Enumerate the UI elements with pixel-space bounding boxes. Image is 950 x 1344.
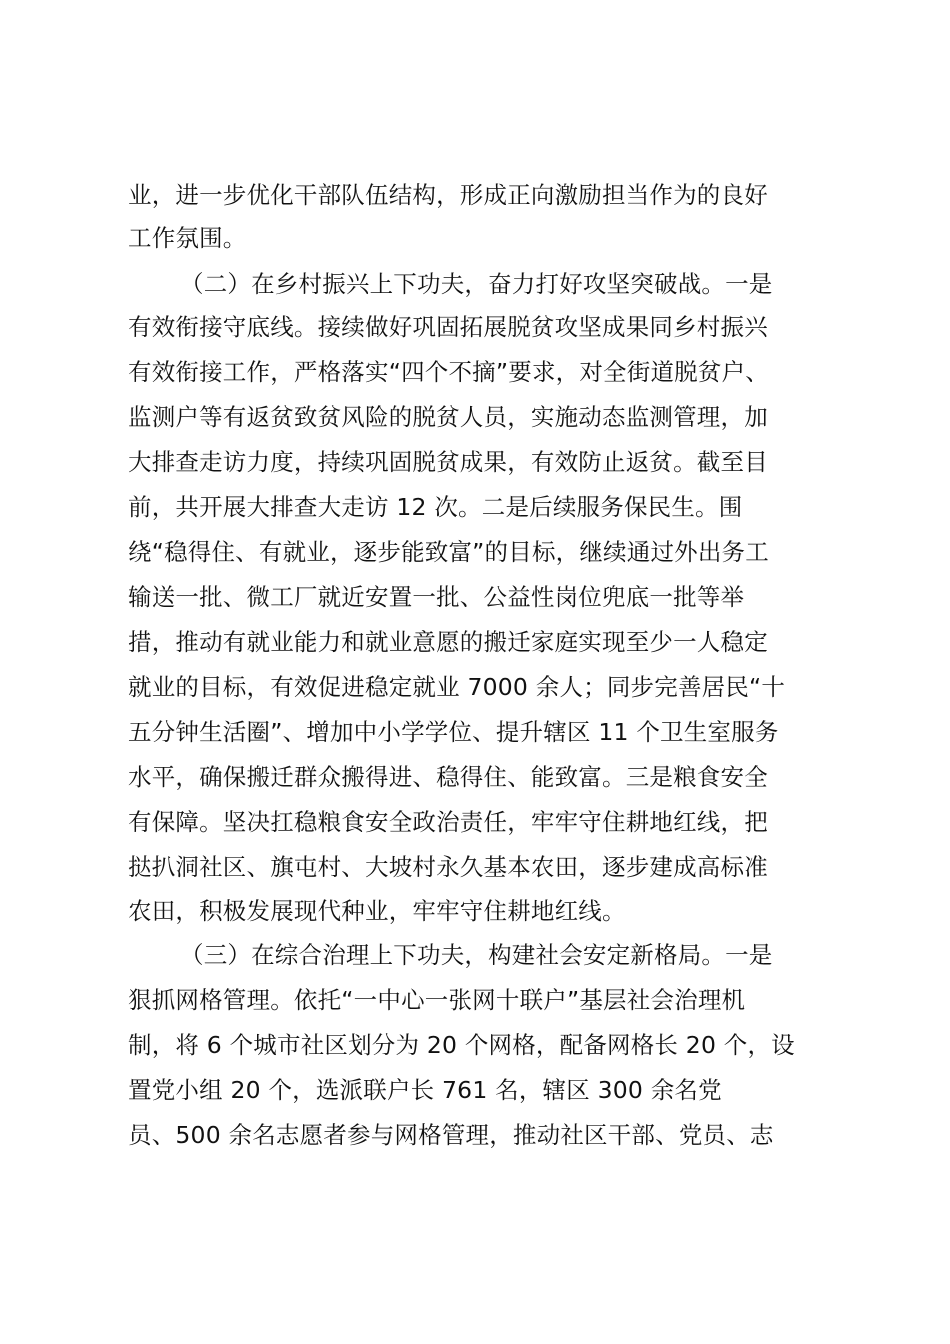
section-heading-3: （三）在综合治理上下功夫，构建社会安定新格局。一是: [180, 941, 773, 969]
text-line: 就业的目标，有效促进稳定就业 7000 余人；同步完善居民“十: [128, 673, 786, 701]
text-line: 大排查走访力度，持续巩固脱贫成果，有效防止返贫。截至目: [128, 448, 768, 476]
text-line: 挞扒洞社区、旗屯村、大坡村永久基本农田，逐步建成高标准: [128, 853, 768, 881]
text-line: 监测户等有返贫致贫风险的脱贫人员，实施动态监测管理，加: [128, 403, 768, 431]
section-heading-2: （二）在乡村振兴上下功夫，奋力打好攻坚突破战。一是: [180, 270, 773, 298]
text-line: 置党小组 20 个，选派联户长 761 名，辖区 300 余名党: [128, 1076, 722, 1104]
text-line: 业，进一步优化干部队伍结构，形成正向激励担当作为的良好: [128, 181, 768, 209]
text-line: 狠抓网格管理。依托“一中心一张网十联户”基层社会治理机: [128, 986, 746, 1014]
text-line: 水平，确保搬迁群众搬得进、稳得住、能致富。三是粮食安全: [128, 763, 768, 791]
text-line: 农田，积极发展现代种业，牢牢守住耕地红线。: [128, 897, 626, 925]
text-line: 有效衔接守底线。接续做好巩固拓展脱贫攻坚成果同乡村振兴: [128, 313, 768, 341]
text-line: 有效衔接工作，严格落实“四个不摘”要求，对全街道脱贫户、: [128, 358, 769, 386]
text-line: 员、500 余名志愿者参与网格管理，推动社区干部、党员、志: [128, 1121, 774, 1149]
text-line: 措，推动有就业能力和就业意愿的搬迁家庭实现至少一人稳定: [128, 628, 768, 656]
text-line: 前，共开展大排查大走访 12 次。二是后续服务保民生。围: [128, 493, 743, 521]
text-line: 绕“稳得住、有就业，逐步能致富”的目标，继续通过外出务工: [128, 538, 769, 566]
text-line: 工作氛围。: [128, 224, 247, 252]
text-line: 制，将 6 个城市社区划分为 20 个网格，配备网格长 20 个，设: [128, 1031, 795, 1059]
text-line: 有保障。坚决扛稳粮食安全政治责任，牢牢守住耕地红线，把: [128, 808, 768, 836]
text-line: 输送一批、微工厂就近安置一批、公益性岗位兜底一批等举: [128, 583, 745, 611]
text-line: 五分钟生活圈”、增加中小学学位、提升辖区 11 个卫生室服务: [128, 718, 779, 746]
